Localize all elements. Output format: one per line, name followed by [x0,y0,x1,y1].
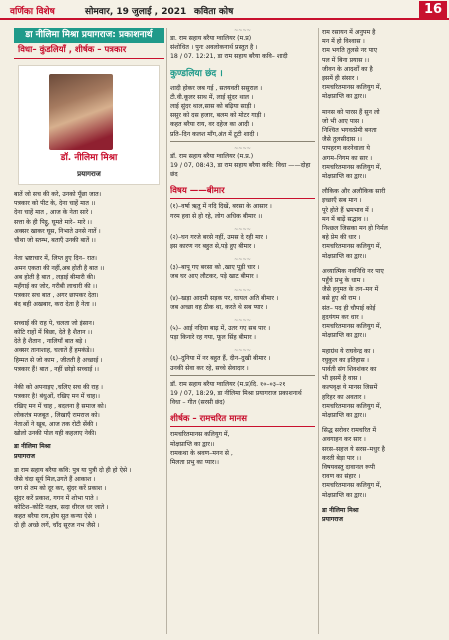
author-photo-card [18,65,160,185]
author-intro-3: डॉ. राम सहाय बरैया ग्वालियर (म.प्र)दि. १०–०३–२१ 19 / 07, 18:29, डा नीलिमा मिश्रा प्रयागराज प्रकाशनार्थ विधा – गीत (सरसी छंद) [170,380,302,407]
doha-4: (४)–खड़ा आदमी सड़क पर, घायल अति बीमार । जब अच्छा वह ठीक था, करते थे सब प्यार । [170,294,279,311]
section-heading-bimar: विषय ——बीमार [170,185,315,199]
stanza-1: राम रसायन में अनुपम है मन में हो विश्वास । राम भगति तुलसे नर पाए पल में बिना प्रयास ।। जीवन के आदर्शों का है इसमें ही संसार । रामचरितमानस कलियुग में, मोक्षप्राप्ति का द्वार।। [322,29,382,101]
author-place: प्रयागराज [322,515,343,523]
column-1 [14,28,164,634]
doha-3: (३)–बापू गए बरसा को ,खाए पूड़ी चार । जब घर आए लौटकर, पड़े खाट बीमार । [170,264,260,281]
stanza-2: मानस को पारस हैं सुन लो जो भी आए पास । निश्चित भगवत्प्रेमी बनता जैसे तुलसीदास ।। पापहरण करनेवाला ये अगम–निगम का सार । रामचरितमानस कलियुग में, मोक्षप्राप्ति का द्वार।। [322,108,382,181]
author-intro: डा. राम सहाय बरैया ग्वालियर (म.प्र) संशोधित । पुनः अवलोकनार्थ प्रस्तुत है । 18 / 07. 12:21, डा राम सहाय बरैया कवि– शादी [170,35,288,61]
doha-1: (१)–वर्षा ऋतु में नदि दिखें, बरसा के आसार । गरम हवा से हो रहे, लोग अधिक बीमार ।। [170,203,272,220]
separator: ~~~~ [234,287,251,294]
author-place: प्रयागराज [14,452,35,460]
separator: ~~~~ [234,257,251,264]
doha-5: (५)– आई नदिया बाढ़ में, उतर गए सब पार । पड़ा किनारे रह गया, फूल सिंह बीमार । [170,325,271,342]
separator: ~~~~ [234,226,251,233]
doha-2: (२)–घन गरजे बरसे नहीं, उमस दे रही मार । इस कारण नर बहुत से,पड़े हुए बीमार । [170,233,268,251]
masthead [0,0,449,20]
author-photo-name: डॉ. नीलिमा मिश्रा [60,153,118,163]
masthead-section: कविता कोष [194,7,234,17]
author-photo [49,74,113,150]
section-heading: कुण्डलिया छंद । [170,68,223,79]
poem-kundaliya: बातें जो सच की करे, उनको पूँछा जात। पत्रकार को पीट के, देना चाहें मात ।। देना चाहें मात , आज के नेता सारे । सत्ता के ही पिट्ठू, घूमते मारे– मारे ।। अक्सर खाकर घूस, निभाते उनसे नातें । चौथा जो स्तम्भ, बताएँ उनकी बातें ।। नेता भ्रष्टाचार में, लिप्त हुए दिन– रात। अमन एकता की नहीं,अब होती है बात ।। अब होती है बात , लड़ाई बीमारी की। महँगाई का जोर, गरीबी लाचारी की ।। पत्रकार सच बात , अगर छापकर देता। बंद बही अखबार, करा देता है नेता ।। सच्चाई की राह पे, चलता जो इंसान। कोटि राहों में बिछा, देते है शैतान ।। देते है शैतान , नालियाँ बात बड़े । अक्सर तानाशाह, चलाते हैं हमकंडे।। हिम्मत से जो काम , जीतती है अच्छाई । पत्रकार हैं! बात , नहीं छोड़ो सच्चाई ।। नेकी को अपनाइए ,चलिए सच की राह । पत्रकार है! बंधुओं, रखिए मन में चाह।। रखिए मन में चाह , बदलना है समाज को। लोकतंत्र मजबूत , लिखाएँ रामराज को। नेताओं ने खूब, आज तक रोटी सेंकी । खोलो उनकी पोल यही कहलाए नेकी। [14,191,107,438]
author-name: डा नीलिमा मिश्रा [322,506,359,514]
poem-son-daughter: डा राम सहाय बरैया कवि: पुत्र या पुत्री दो ही हो ऐसे । जैसे चंदा सूर्य मिल,उगते हैं आकाश । जग से तम को दूर कर, सुंदर करें प्रकाश । सुंदर करें प्रकाश, गगन में शोभा पाते । कोटिश–कोटि नक्षत्र, सदा धीरज धर जाते । कहत बरैया राय,होय सुत कन्या ऐसे । दो ही अच्छे लगें, चाँद सूरज नभ जैसे । [14,466,132,530]
column-divider [166,28,167,634]
masthead-date: सोमवार, 19 जुलाई , 2021 [85,7,187,17]
column-divider [318,28,319,634]
column-3 [322,28,438,634]
author-intro-2: डॉ. राम सहाय बरैया ग्वालियर (म.प्र.) 19 / 07, 08:43, डा राम सहाय बरैया कवि: विधा ——दोहा छंद [170,152,311,179]
stanza-3: लौकिक और अलौकिक सारी इच्छाएँ सब मान । पूरे होते हैं भ्रमभाव में । मन में बाढ़ें सद्भाव ।। निश्छल जिसका मन हो निर्मल बहे प्रेम की धार । रामचरितमानस कलियुग में, मोक्षप्राप्ति का द्वार।। [322,188,388,260]
stanza-5: महाग्रंथ ये राघवेन्द्र का । रघुकुल का इतिहास । पार्वती संग शिवशंकर का भी इसमें है वास । कल्पवृक्ष ये मानस जिसमें हरिहर का अवतार । रामचरितमानस कलियुग में, मोक्षप्राप्ति का द्वार।। [322,347,382,419]
author-name: डा नीलिमा मिश्रा [14,443,51,451]
doha-6: (६)–दुनिया में नर बहुत हैं, दीन–दुखी बीमार । उनकी सेवा कर रहे, सच्चे सेवादार । [170,354,315,375]
poem-shaadi: शादी होकर जब गई , सतयवती ससुराल । टी.वी.कूलर साथ में, लाई सुंदर थाल । लाई सुंदर थाल,सास को बढ़िया साड़ी । ससुर को दस हजार, बलम को मोटर गाड़ी । कहत बरैया राय, वर दहेज का आदी । प्रति–दिन कलश माँग,अंत में टूटी शादी । [170,84,315,142]
article-banner: डा नीलिमा मिश्रा प्रयागराज: प्रकाशनार्थ [14,28,164,43]
column-2 [170,28,315,634]
separator: ~~~~ [234,28,251,34]
stanza-4: अध्यात्मिक नवनिधि नर पाए पहुँचे प्रभु के धाम । जैसे हनुमत के तन–मन में बसे हुए श्री राम । संत– पद ही चौपाई कोई हृदयंगम कर धार । रामचरितमानस कलियुग में, मोक्षप्राप्ति का द्वार।। [322,267,384,340]
article-subline: विधा– कुंडलियाँ , शीर्षक – पत्रकार [14,43,164,59]
author-photo-place: प्रयागराज [77,170,101,178]
separator: ~~~~ [234,348,251,355]
separator: ~~~~ [234,318,251,325]
masthead-brand: वर्णिका विशेष [10,7,55,17]
page-number: 16 [419,1,447,19]
section-heading-manas: शीर्षक – रामचरित मानस [170,413,315,427]
separator: ~~~~ [234,145,251,152]
stanza-6: सिद्ध सरोवर रामचरित में अवगाहन कर सार । सरस–सहज ये सरस–मधुर है करती बेड़ा पार ।। विषयवस्तु दावानल रूपी रावण का संहार । रामचरितमानस कलियुग में, मोक्षप्राप्ति का द्वार।। [322,427,385,499]
poem-manas-start: रामचरितमानस कलियुग में, मोक्षप्राप्ति का द्वार।। रामकथा के श्रवण–मनन से , मिलता प्रभु का प्यार।। [170,431,233,467]
